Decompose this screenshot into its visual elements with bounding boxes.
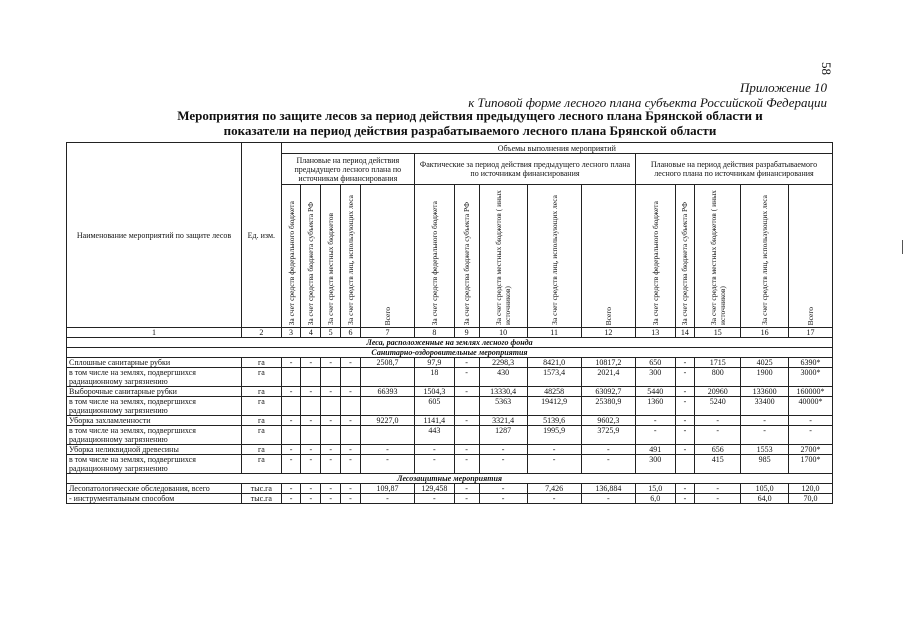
row-value: 5363: [479, 397, 527, 416]
row-value: 8421,0: [527, 358, 581, 368]
row-value: 415: [695, 455, 741, 474]
row-value: 430: [479, 368, 527, 387]
row-value: -: [675, 397, 695, 416]
column-number: 8: [415, 328, 455, 338]
header-sub-0-0: [281, 185, 301, 328]
row-value: -: [454, 455, 479, 474]
row-value: 3725,9: [581, 426, 635, 445]
row-value: [454, 397, 479, 416]
row-value: 20960: [695, 387, 741, 397]
row-value: -: [301, 358, 321, 368]
section-row: [67, 338, 833, 348]
row-value: -: [454, 494, 479, 504]
column-number: 6: [341, 328, 361, 338]
row-value: 15,0: [635, 484, 675, 494]
header-sub-2-4: [789, 185, 833, 328]
row-value: 605: [415, 397, 455, 416]
row-value: -: [301, 445, 321, 455]
row-name: Лесопатологические обследования, всего: [67, 484, 242, 494]
row-value: 129,458: [415, 484, 455, 494]
row-unit: га: [242, 416, 282, 426]
row-name: Уборка неликвидной древесины: [67, 445, 242, 455]
header-volumes: Объемы выполнения мероприятий: [281, 143, 832, 154]
row-name: - инструментальным способом: [67, 494, 242, 504]
row-value: 5440: [635, 387, 675, 397]
column-number: 1: [67, 328, 242, 338]
table-row: [67, 397, 833, 416]
header-sub-2-2: [695, 185, 741, 328]
header-sub-2-0: [635, 185, 675, 328]
row-value: 9602,3: [581, 416, 635, 426]
row-value: -: [281, 387, 301, 397]
row-value: -: [454, 358, 479, 368]
row-value: 1141,4: [415, 416, 455, 426]
row-value: -: [581, 455, 635, 474]
row-value: 10817,2: [581, 358, 635, 368]
row-value: -: [454, 387, 479, 397]
row-value: [360, 397, 414, 416]
appendix-caption: [468, 80, 827, 110]
row-value: -: [695, 416, 741, 426]
header-sub-label: За счет средств лиц, использующих леса: [345, 195, 355, 325]
row-value: [301, 397, 321, 416]
header-sub-label: За счет средств местных бюджетов ( иных источников): [494, 190, 513, 325]
row-name: в том числе на землях, подвергшихся радиационному загрязнению: [67, 455, 242, 474]
row-value: [321, 397, 341, 416]
row-value: [281, 397, 301, 416]
row-value: -: [301, 416, 321, 426]
row-value: [341, 368, 361, 387]
row-value: -: [635, 416, 675, 426]
row-name: Уборка захламленности: [67, 416, 242, 426]
row-name: в том числе на землях, подвергшихся радиационному загрязнению: [67, 397, 242, 416]
row-value: -: [321, 387, 341, 397]
header-sub-label: За счет средств лиц, использующих леса: [760, 195, 770, 325]
table-row: [67, 445, 833, 455]
table-row: [67, 455, 833, 474]
row-value: 5240: [695, 397, 741, 416]
row-value: -: [281, 445, 301, 455]
header-sub-label: За счет средства бюджета субъекта РФ: [680, 201, 690, 325]
row-value: -: [675, 484, 695, 494]
section-title: Лесозащитные мероприятия: [67, 474, 833, 484]
row-value: 985: [741, 455, 789, 474]
header-sub-label: За счет средства бюджета субъекта РФ: [462, 201, 472, 325]
row-value: -: [675, 426, 695, 445]
header-sub-1-0: [415, 185, 455, 328]
row-value: -: [675, 358, 695, 368]
row-value: -: [479, 484, 527, 494]
row-value: 18: [415, 368, 455, 387]
row-value: -: [341, 387, 361, 397]
row-value: [281, 426, 301, 445]
column-number: 7: [360, 328, 414, 338]
header-sub-label: Всего: [382, 306, 392, 325]
row-value: -: [675, 416, 695, 426]
row-value: 2298,3: [479, 358, 527, 368]
row-unit: га: [242, 358, 282, 368]
column-number: 5: [321, 328, 341, 338]
header-sub-label: За счет средств местных бюджетов ( иных источников): [708, 190, 727, 325]
column-number: 12: [581, 328, 635, 338]
row-name: в том числе на землях, подвергшихся радиационному загрязнению: [67, 368, 242, 387]
row-value: -: [341, 358, 361, 368]
row-unit: га: [242, 397, 282, 416]
row-value: 300: [635, 455, 675, 474]
title-line-2: показатели на период действия разрабатываемого лесного плана Брянской области: [223, 123, 717, 138]
row-unit: га: [242, 455, 282, 474]
row-value: 800: [695, 368, 741, 387]
row-value: 9227,0: [360, 416, 414, 426]
column-number: 13: [635, 328, 675, 338]
row-value: 650: [635, 358, 675, 368]
table-row: [67, 416, 833, 426]
row-value: -: [341, 484, 361, 494]
row-value: -: [301, 484, 321, 494]
row-value: -: [321, 416, 341, 426]
row-value: 1504,3: [415, 387, 455, 397]
section-row: [67, 348, 833, 358]
column-number: 14: [675, 328, 695, 338]
row-value: 160000*: [789, 387, 833, 397]
row-value: 300: [635, 368, 675, 387]
row-value: -: [454, 445, 479, 455]
row-value: 1700*: [789, 455, 833, 474]
table-row: [67, 494, 833, 504]
header-sub-label: За счет средства бюджета субъекта РФ: [306, 201, 316, 325]
row-value: -: [581, 494, 635, 504]
row-value: -: [695, 494, 741, 504]
header-sub-label: За счет средств федерального бюджета: [286, 200, 296, 325]
row-value: 97,9: [415, 358, 455, 368]
row-value: -: [675, 445, 695, 455]
row-value: -: [321, 358, 341, 368]
row-value: -: [341, 455, 361, 474]
header-sub-1-3: [527, 185, 581, 328]
row-unit: га: [242, 368, 282, 387]
row-value: 48258: [527, 387, 581, 397]
row-name: в том числе на землях, подвергшихся радиационному загрязнению: [67, 426, 242, 445]
row-value: -: [635, 426, 675, 445]
row-value: 64,0: [741, 494, 789, 504]
row-value: 133600: [741, 387, 789, 397]
row-value: -: [741, 416, 789, 426]
row-value: 2700*: [789, 445, 833, 455]
header-name: Наименование мероприятий по защите лесов: [67, 143, 242, 328]
header-sub-1-2: [479, 185, 527, 328]
row-value: -: [695, 426, 741, 445]
row-value: -: [360, 494, 414, 504]
row-value: [675, 455, 695, 474]
row-value: [301, 426, 321, 445]
row-value: [341, 397, 361, 416]
header-sub-0-3: [341, 185, 361, 328]
document-title: [120, 108, 820, 138]
table-row: [67, 358, 833, 368]
appendix-line-2: к Типовой форме лесного плана субъекта Российской Федерации: [468, 95, 827, 110]
row-value: -: [479, 494, 527, 504]
row-value: 70,0: [789, 494, 833, 504]
row-value: -: [675, 368, 695, 387]
row-value: [360, 426, 414, 445]
row-value: -: [581, 445, 635, 455]
row-value: -: [789, 426, 833, 445]
row-value: -: [789, 416, 833, 426]
row-value: -: [281, 455, 301, 474]
section-title: Санитарно-оздоровительные мероприятия: [67, 348, 833, 358]
row-value: 4025: [741, 358, 789, 368]
header-sub-0-2: [321, 185, 341, 328]
row-value: 109,87: [360, 484, 414, 494]
row-value: 105,0: [741, 484, 789, 494]
row-name: Выборочные санитарные рубки: [67, 387, 242, 397]
row-value: -: [341, 445, 361, 455]
row-value: -: [341, 494, 361, 504]
row-value: 6,0: [635, 494, 675, 504]
title-line-1: Мероприятия по защите лесов за период действия предыдущего лесного плана Брянской области и: [177, 108, 763, 123]
row-unit: га: [242, 426, 282, 445]
row-value: 1995,9: [527, 426, 581, 445]
row-value: 120,0: [789, 484, 833, 494]
row-value: 19412,9: [527, 397, 581, 416]
row-value: -: [415, 494, 455, 504]
row-value: 491: [635, 445, 675, 455]
column-number: 16: [741, 328, 789, 338]
row-value: 443: [415, 426, 455, 445]
appendix-line-1: Приложение 10: [739, 80, 827, 95]
row-value: -: [479, 455, 527, 474]
header-sub-2-3: [741, 185, 789, 328]
row-value: -: [321, 494, 341, 504]
row-value: 40000*: [789, 397, 833, 416]
row-value: 2508,7: [360, 358, 414, 368]
row-value: -: [360, 445, 414, 455]
row-value: -: [321, 484, 341, 494]
table-row: [67, 387, 833, 397]
row-value: -: [415, 455, 455, 474]
row-value: -: [527, 455, 581, 474]
header-sub-2-1: [675, 185, 695, 328]
row-unit: га: [242, 387, 282, 397]
row-value: -: [281, 416, 301, 426]
row-value: 656: [695, 445, 741, 455]
row-value: -: [301, 455, 321, 474]
row-value: -: [360, 455, 414, 474]
table-row: [67, 426, 833, 445]
row-value: 1287: [479, 426, 527, 445]
row-value: [281, 368, 301, 387]
header-unit: Ед. изм.: [242, 143, 282, 328]
row-value: -: [527, 445, 581, 455]
header-sub-1-4: [581, 185, 635, 328]
row-value: [360, 368, 414, 387]
header-sub-0-1: [301, 185, 321, 328]
header-sub-label: За счет средств местных бюджетов: [326, 213, 336, 325]
row-value: -: [454, 484, 479, 494]
row-value: -: [675, 387, 695, 397]
column-number: 17: [789, 328, 833, 338]
row-value: -: [281, 358, 301, 368]
row-value: 6390*: [789, 358, 833, 368]
row-value: -: [695, 484, 741, 494]
header-group-actual-prev: Фактические за период действия предыдущего лесного плана по источникам финансирования: [415, 154, 636, 185]
row-value: -: [301, 387, 321, 397]
column-number: 15: [695, 328, 741, 338]
header-group-planned-prev: Плановые на период действия предыдущего лесного плана по источникам финансирования: [281, 154, 414, 185]
row-value: 1360: [635, 397, 675, 416]
header-sub-label: Всего: [603, 306, 613, 325]
header-sub-label: За счет средств федерального бюджета: [650, 200, 660, 325]
column-number: 3: [281, 328, 301, 338]
row-value: 1553: [741, 445, 789, 455]
row-value: 5139,6: [527, 416, 581, 426]
row-value: [321, 368, 341, 387]
row-value: -: [527, 494, 581, 504]
row-value: 7,426: [527, 484, 581, 494]
column-number: 4: [301, 328, 321, 338]
header-sub-label: За счет средств лиц, использующих леса: [549, 195, 559, 325]
column-number: 11: [527, 328, 581, 338]
row-value: 1900: [741, 368, 789, 387]
row-value: -: [415, 445, 455, 455]
row-value: -: [321, 455, 341, 474]
section-title: Леса, расположенные на землях лесного фонда: [67, 338, 833, 348]
row-value: 1715: [695, 358, 741, 368]
table-row: [67, 484, 833, 494]
row-value: 3321,4: [479, 416, 527, 426]
row-value: -: [479, 445, 527, 455]
row-value: -: [454, 368, 479, 387]
row-value: -: [341, 416, 361, 426]
row-value: -: [741, 426, 789, 445]
row-value: 63092,7: [581, 387, 635, 397]
row-value: [454, 426, 479, 445]
row-value: 136,884: [581, 484, 635, 494]
row-unit: тыс.га: [242, 494, 282, 504]
header-sub-label: За счет средств федерального бюджета: [429, 200, 439, 325]
row-value: 33400: [741, 397, 789, 416]
header-sub-label: Всего: [806, 306, 816, 325]
row-value: 3000*: [789, 368, 833, 387]
row-value: 13330,4: [479, 387, 527, 397]
row-unit: га: [242, 445, 282, 455]
header-sub-0-4: [360, 185, 414, 328]
section-row: [67, 474, 833, 484]
row-value: 2021,4: [581, 368, 635, 387]
row-value: -: [454, 416, 479, 426]
row-name: Сплошные санитарные рубки: [67, 358, 242, 368]
row-value: -: [321, 445, 341, 455]
page-edge-mark: [902, 240, 903, 254]
table-row: [67, 368, 833, 387]
row-value: -: [281, 484, 301, 494]
page-number: 58: [819, 62, 834, 75]
row-value: -: [281, 494, 301, 504]
row-value: [341, 426, 361, 445]
header-group-planned-new: Плановые на период действия разрабатываемого лесного плана по источникам финансирования: [635, 154, 832, 185]
row-value: [321, 426, 341, 445]
row-value: -: [675, 494, 695, 504]
column-number: 9: [454, 328, 479, 338]
header-sub-1-1: [454, 185, 479, 328]
column-number: 10: [479, 328, 527, 338]
row-value: 66393: [360, 387, 414, 397]
row-unit: тыс.га: [242, 484, 282, 494]
row-value: 1573,4: [527, 368, 581, 387]
row-value: [301, 368, 321, 387]
row-value: -: [301, 494, 321, 504]
column-number: 2: [242, 328, 282, 338]
measures-table: [66, 142, 833, 504]
row-value: 25380,9: [581, 397, 635, 416]
